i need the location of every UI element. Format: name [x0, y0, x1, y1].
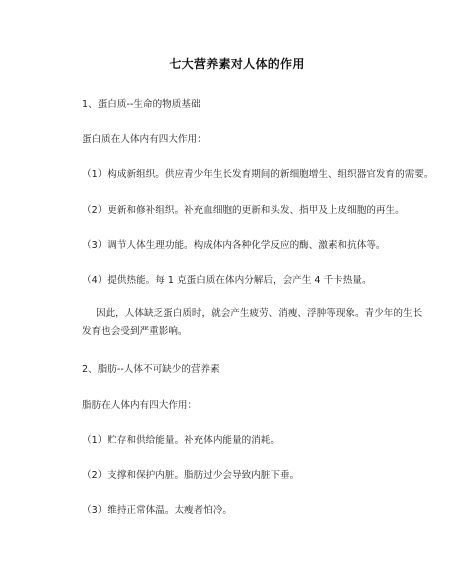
document-title: 七大营养素对人体的作用 [169, 57, 305, 71]
section-intro-fat: 脂肪在人体内有四大作用： [82, 400, 198, 411]
list-item: （2）更新和修补组织。补充血细胞的更新和头发、指甲及上皮细胞的再生。 [82, 205, 405, 216]
list-item: （1）构成新组织。供应青少年生长发育期间的新细胞增生、组织器官发育的需要。 [82, 169, 434, 180]
list-item: （3）维持正常体温。太瘦者怕冷。 [82, 505, 233, 516]
section-conclusion-protein: 因此，人体缺乏蛋白质时，就会产生疲劳、消瘦、浮肿等现象。青少年的生长发育也会受到严重影响。 [82, 308, 423, 337]
section-intro-protein: 蛋白质在人体内有四大作用： [82, 134, 207, 145]
list-item: （3）调节人体生理功能。构成体内各种化学反应的酶、激素和抗体等。 [82, 240, 386, 251]
list-item: （1）贮存和供给能量。补充体内能量的消耗。 [82, 435, 280, 446]
list-item: （4）提供热能。每 1 克蛋白质在体内分解后，会产生 4 千卡热量。 [82, 275, 372, 286]
list-item: （2）支撑和保护内脏。脂肪过少会导致内脏下垂。 [82, 470, 300, 481]
section-heading-fat: 2、脂肪--人体不可缺少的营养素 [82, 364, 220, 375]
section-heading-protein: 1、蛋白质--生命的物质基础 [82, 99, 201, 110]
